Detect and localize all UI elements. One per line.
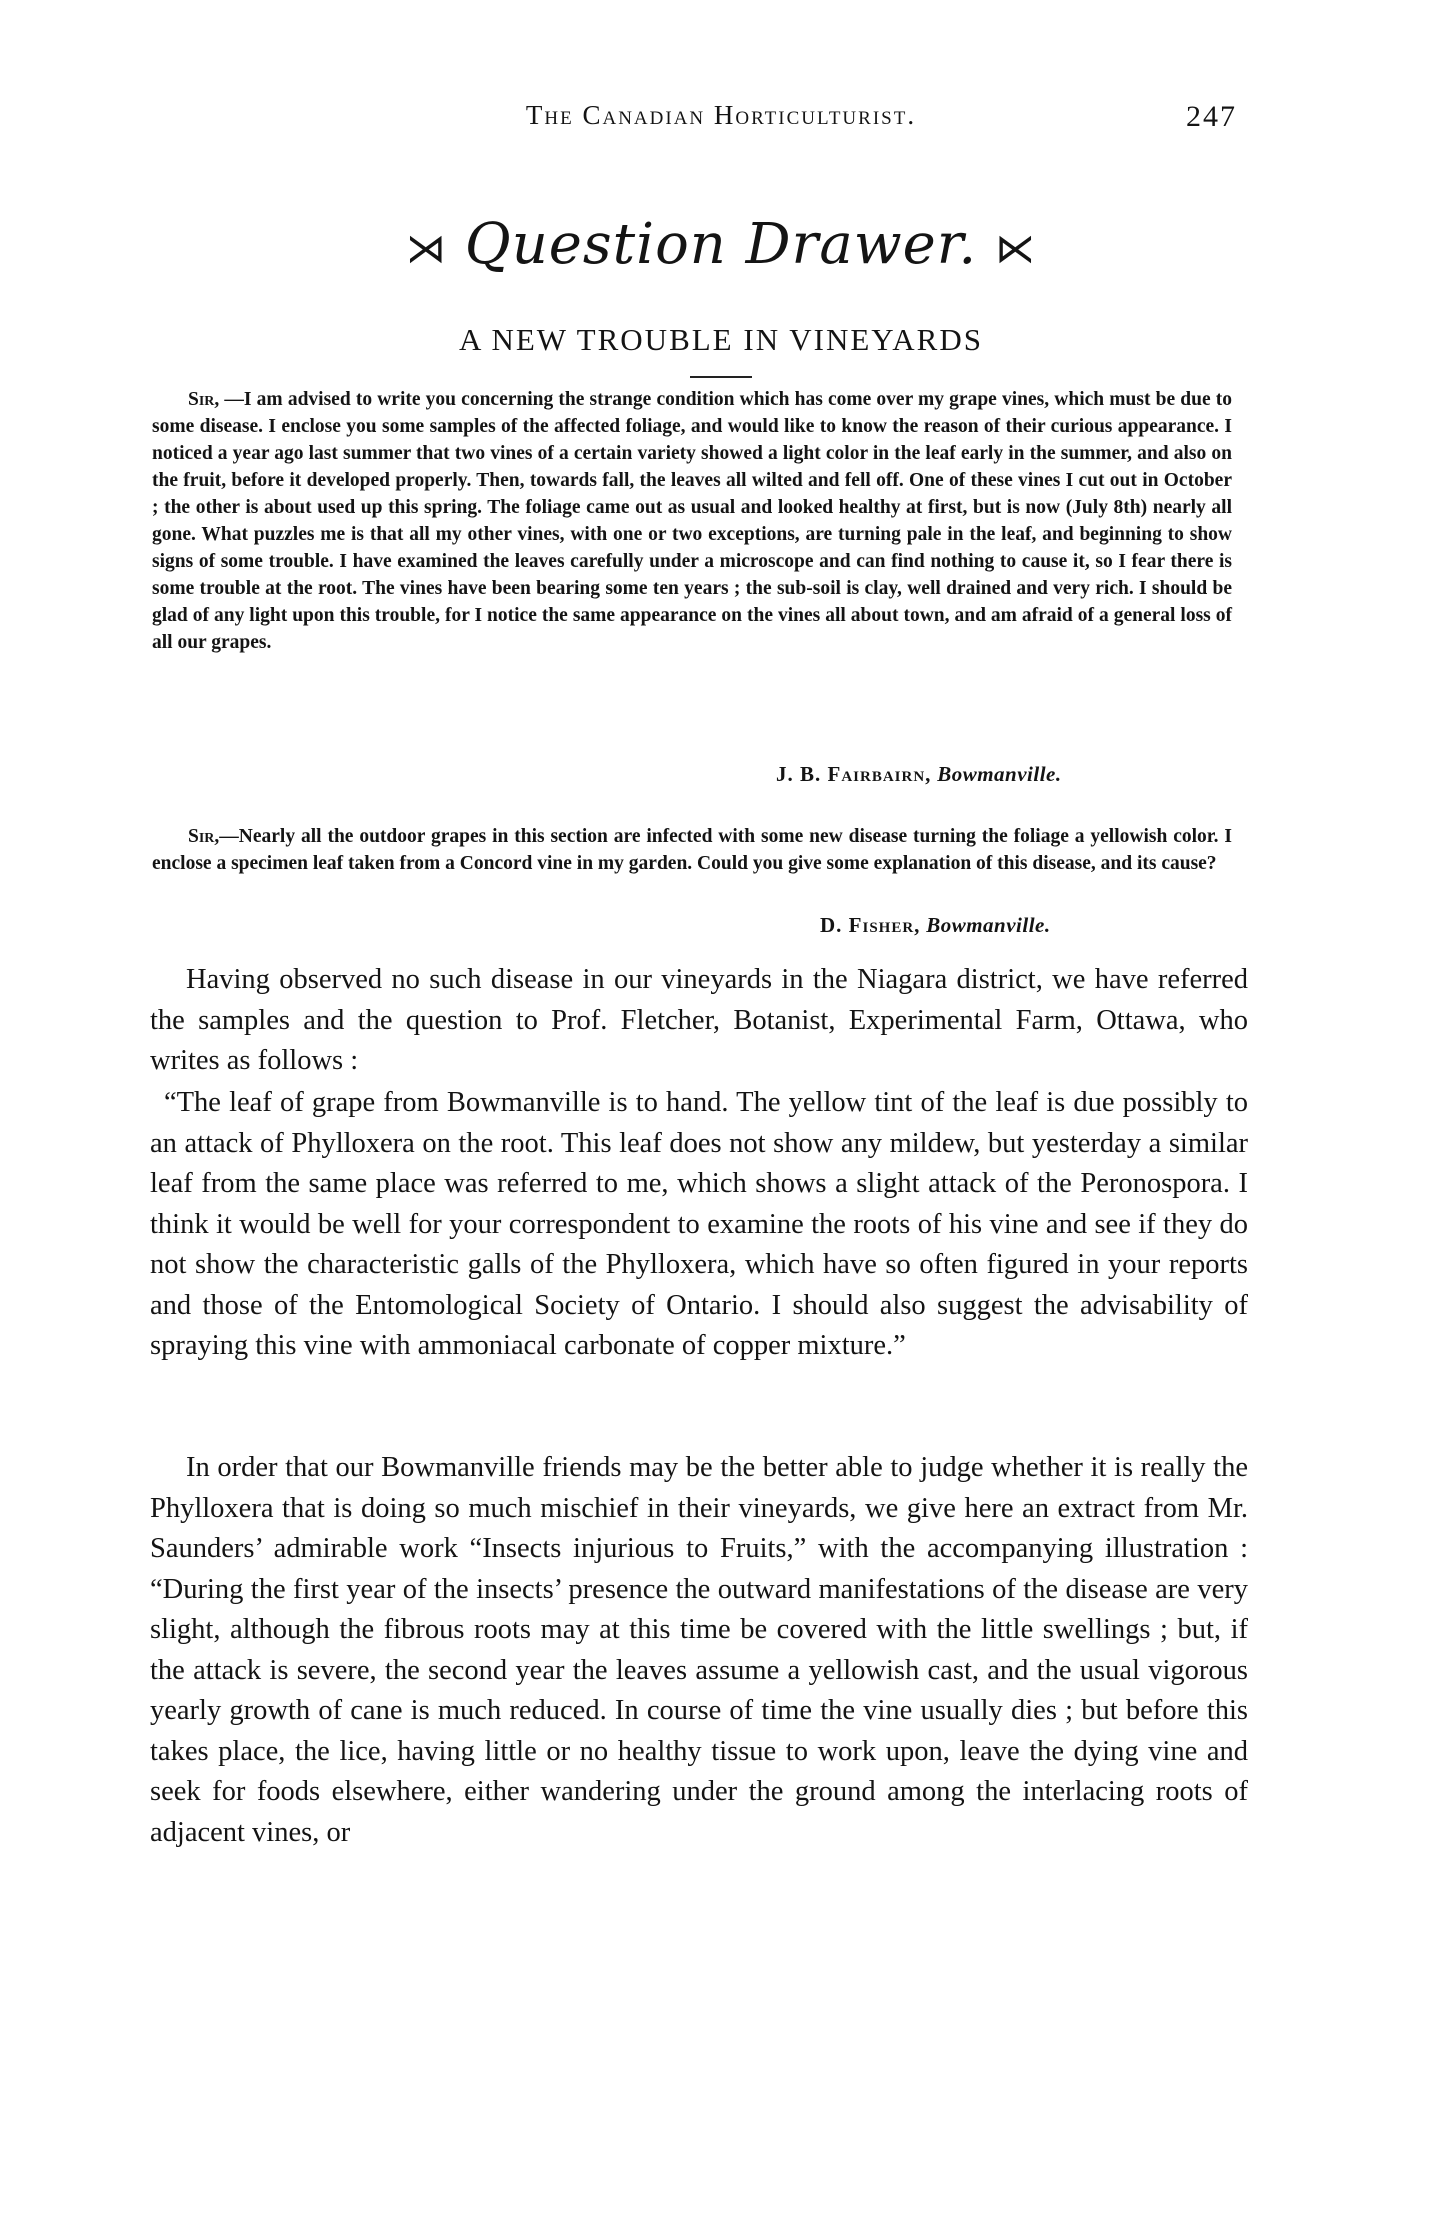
signature-name: D. Fisher, [820,913,921,937]
running-header [0,100,1442,140]
signature-place: Bowmanville. [926,913,1051,937]
signature-name: J. B. Fairbairn, [776,762,932,786]
page-number: 247 [1186,100,1237,133]
article-title: A NEW TROUBLE IN VINEYARDS [459,322,983,357]
signature-fairbairn [776,762,1062,787]
letter-salutation: Sir, [188,826,220,847]
department-heading [0,212,1442,277]
letter-fisher [152,823,1232,877]
signature-place: Bowmanville. [937,762,1062,786]
letter-body: —I am advised to write you concerning the strange condition which has come over my grape vines, which must be due to some disease. I enclose you some samples of the affected foliage, and would like to know the reason of their curious appearance. I noticed a year ago last summer that two vines of a certain variety showed a light color in the leaf early in the summer, and also on the fruit, before it developed properly. Then, towards fall, the leaves all wilted and fell off. One of these vines I cut out in October ; the other is about used up this spring. The foliage came out as usual and looked healthy at first, but is now (July 8th) nearly all gone. What puzzles me is that all my other vines, with one or two exceptions, are turning pale in the leaf, and beginning to show signs of some trouble. I have examined the leaves carefully under a microscope and can find nothing to cause it, so I fear there is some trouble at the root. The vines have been bearing some ten years ; the sub-soil is clay, well drained and very rich. I should be glad of any light upon this trouble, for I notice the same appearance on the vines all about town, and am afraid of a general loss of all our grapes. [152,389,1232,653]
title-rule [690,376,752,378]
letter-salutation: Sir, [188,389,220,410]
signature-fisher [820,913,1051,938]
letter-fairbairn [152,386,1232,656]
paragraph-fletcher-quote: “The leaf of grape from Bowmanville is to hand. The yellow tint of the leaf is due possibly to an attack of Phylloxera on the root. This leaf does not show any mildew, but yesterday a similar leaf from the same place was referred to me, which shows a slight attack of the Peronospora. I think it would be well for your correspondent to examine the roots of his vine and see if they do not show the characteristic galls of the Phylloxera, which have so often figured in your reports and those of the Entomological Society of Ontario. I should also suggest the advisability of spraying this vine with ammoniacal carbonate of copper mixture.” [150,1087,1248,1361]
ornament-right-icon: ⋉ [995,225,1037,272]
paragraph-saunders-extract: In order that our Bowmanville friends may be the better able to judge whether it is really the Phylloxera that is doing so much mischief in their vineyards, we give here an extract from Mr. Saunders’ admirable work “Insects injurious to Fruits,” with the accompanying illustration : “During the first year of the insects’ presence the outward manifestations of the disease are very slight, although the fibrous roots may at this time be covered with the little swellings ; but, if the attack is severe, the second year the leaves assume a yellowish cast, and the usual vigorous yearly growth of cane is much reduced. In course of time the vine usually dies ; but before this takes place, the lice, having little or no healthy tissue to work upon, leave the dying vine and seek for foods elsewhere, either wandering under the ground among the interlacing roots of adjacent vines, or [150,1452,1248,1848]
paragraph-editor-reply: Having observed no such disease in our vineyards in the Niagara district, we have referred the samples and the question to Prof. Fletcher, Botanist, Experimental Farm, Ottawa, who writes as follows : [150,964,1248,1076]
department-title: Question Drawer. [464,212,978,277]
ornament-left-icon: ⋊ [405,225,447,272]
running-title: The Canadian Horticulturist. [525,100,917,130]
letter-body: —Nearly all the outdoor grapes in this section are infected with some new disease turning the foliage a yellowish color. I enclose a specimen leaf taken from a Concord vine in my garden. Could you give some explanation of this disease, and its cause? [152,826,1232,874]
